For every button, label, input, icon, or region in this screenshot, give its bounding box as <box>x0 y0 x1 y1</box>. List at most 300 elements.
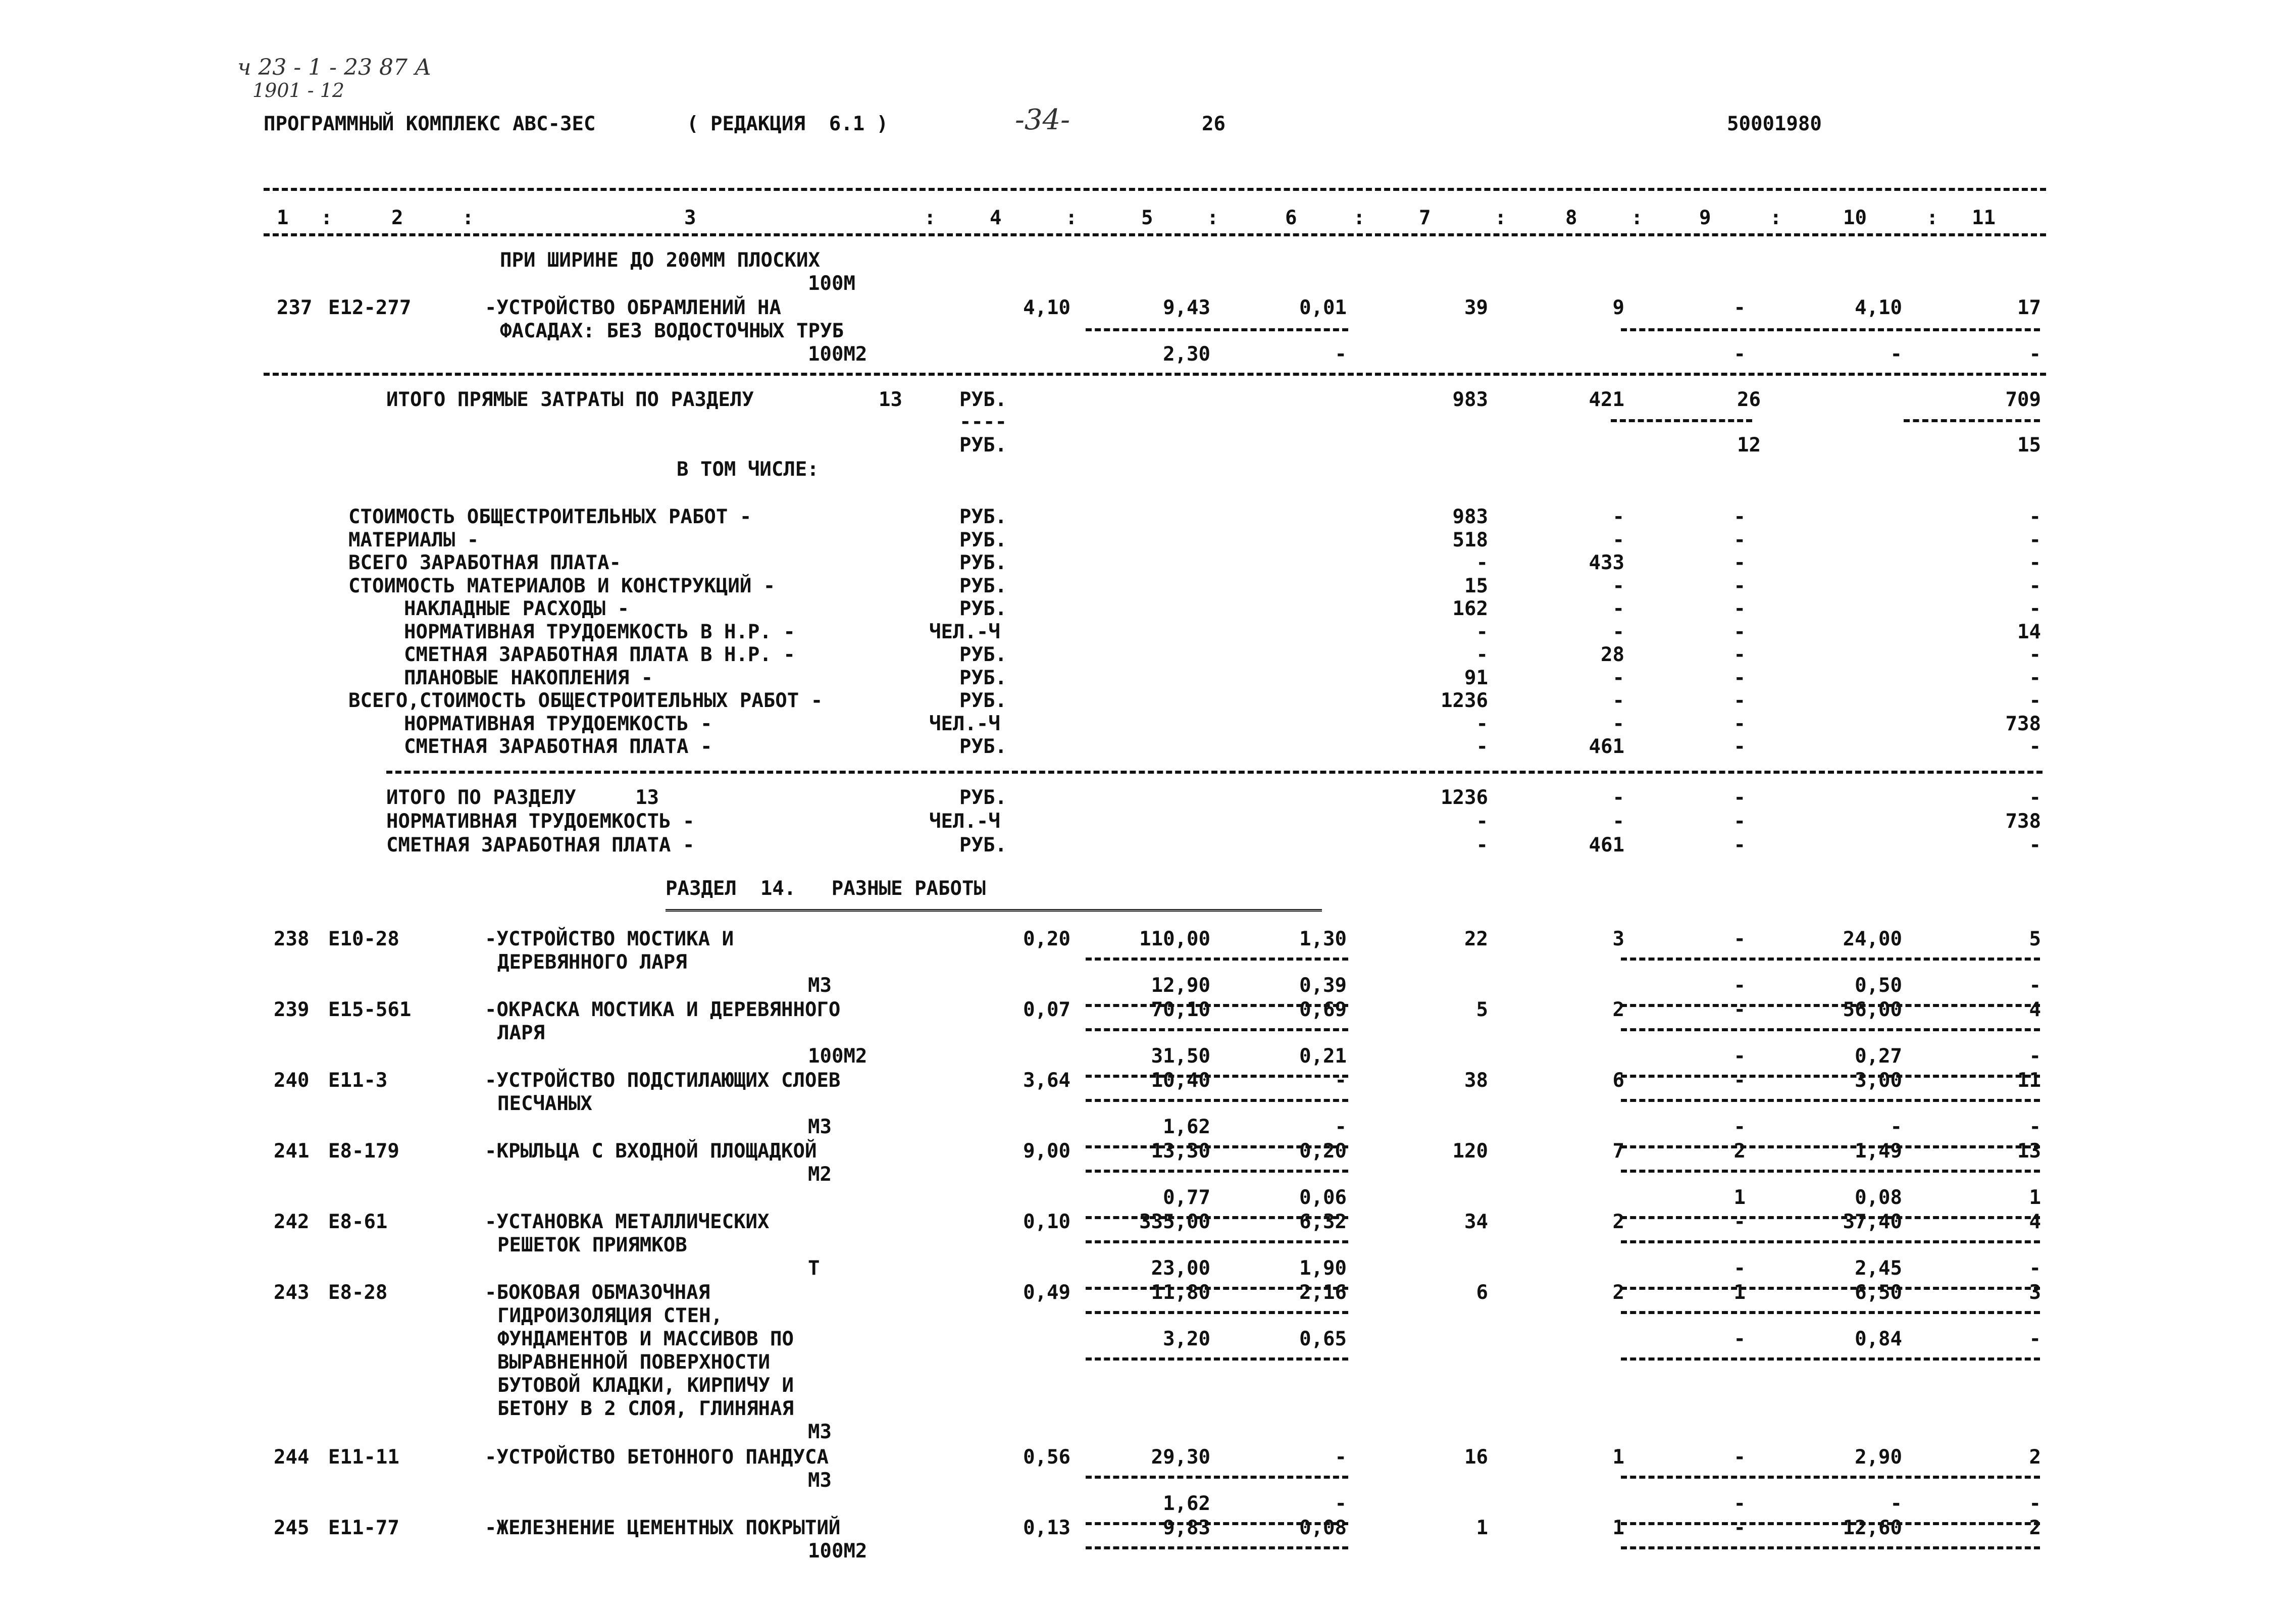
summary-c7-5: - <box>1476 620 1488 643</box>
column-header-1: : <box>321 207 333 229</box>
column-header-12: 7 <box>1419 207 1431 229</box>
section-total-label-1: НОРМАТИВНАЯ ТРУДОЕМКОСТЬ - <box>386 810 695 833</box>
summary-c8-10: 461 <box>1589 735 1624 758</box>
row-242-num: 242 <box>274 1211 310 1233</box>
row-244-c10b: - <box>1890 1492 1902 1515</box>
row-243-c7: 6 <box>1476 1281 1488 1304</box>
summary-c11-9: 738 <box>2005 712 2041 735</box>
row-239-c6: 0,69 <box>1299 998 1347 1021</box>
section-total-c9-1: - <box>1733 810 1746 833</box>
summary-label-8: ВСЕГО,СТОИМОСТЬ ОБЩЕСТРОИТЕЛЬНЫХ РАБОТ - <box>348 689 823 712</box>
row-240-c6b: - <box>1335 1116 1347 1138</box>
row-244-c10: 2,90 <box>1855 1446 1902 1469</box>
summary-label-4: НАКЛАДНЫЕ РАСХОДЫ - <box>404 597 630 620</box>
column-header-14: 8 <box>1565 207 1577 229</box>
total-c9b: 12 <box>1737 434 1761 457</box>
row-242-c10b: 2,45 <box>1855 1257 1902 1280</box>
summary-c11-8: - <box>2029 689 2041 712</box>
row-239-c10: 56,00 <box>1843 998 1902 1021</box>
including-heading: В ТОМ ЧИСЛЕ: <box>677 458 819 481</box>
row-242-unit: Т <box>808 1257 820 1280</box>
total-unit-2: РУБ. <box>959 434 1007 457</box>
column-header-15: : <box>1631 207 1643 229</box>
row-238-num: 238 <box>274 928 310 950</box>
row-242-c8: 2 <box>1612 1211 1624 1233</box>
row-237-c11: 17 <box>2017 296 2041 319</box>
row-237-c11b: - <box>2029 343 2041 366</box>
row-244-c8: 1 <box>1612 1446 1624 1469</box>
row-243-desc: ВЫРАВНЕННОЙ ПОВЕРХНОСТИ <box>497 1351 771 1374</box>
sheet-number: 26 <box>1202 113 1226 135</box>
row-243-desc: БЕТОНУ В 2 СЛОЯ, ГЛИНЯНАЯ <box>497 1397 794 1420</box>
row-238-c10: 24,00 <box>1843 928 1902 950</box>
row-242-c10: 37,40 <box>1843 1211 1902 1233</box>
summary-unit-10: РУБ. <box>959 735 1007 758</box>
summary-c9-9: - <box>1733 712 1746 735</box>
row-241-c4: 9,00 <box>1023 1140 1070 1163</box>
rule <box>1086 1075 1348 1078</box>
row-244-c9: - <box>1733 1446 1746 1469</box>
summary-c7-9: - <box>1476 712 1488 735</box>
row-241-c6b: 0,06 <box>1299 1186 1347 1209</box>
handwritten-note-1: ч 23 - 1 - 23 87 А <box>237 55 432 80</box>
rule <box>1086 1546 1348 1549</box>
row-239-desc: -ОКРАСКА МОСТИКА И ДЕРЕВЯННОГО <box>485 998 841 1021</box>
rule <box>1621 1476 2040 1479</box>
row-237-c5: 9,43 <box>1163 296 1210 319</box>
column-header-8: 5 <box>1141 207 1153 229</box>
summary-c11-6: - <box>2029 643 2041 666</box>
row-241-code: Е8-179 <box>328 1140 399 1163</box>
row-240-c7: 38 <box>1464 1069 1488 1092</box>
row-237-c5b: 2,30 <box>1163 343 1210 366</box>
row-239-c11b: - <box>2029 1045 2041 1068</box>
row-245-c5: 9,83 <box>1163 1517 1210 1539</box>
section-total-unit-0: РУБ. <box>959 786 1007 809</box>
summary-c7-4: 162 <box>1452 597 1488 620</box>
column-header-2: 2 <box>391 207 403 229</box>
summary-c7-10: - <box>1476 735 1488 758</box>
summary-c8-3: - <box>1612 574 1624 597</box>
column-header-16: 9 <box>1699 207 1711 229</box>
edition: ( РЕДАКЦИЯ 6.1 ) <box>687 113 889 135</box>
row-245-c9: - <box>1733 1517 1746 1539</box>
row-238-code: Е10-28 <box>328 928 399 950</box>
summary-label-7: ПЛАНОВЫЕ НАКОПЛЕНИЯ - <box>404 666 653 689</box>
row-238-c9: - <box>1733 928 1746 950</box>
row-244-c6: - <box>1335 1446 1347 1469</box>
row-240-c9: - <box>1733 1069 1746 1092</box>
row-243-desc: БУТОВОЙ КЛАДКИ, КИРПИЧУ И <box>497 1374 794 1397</box>
row-243-c6b: 0,65 <box>1299 1328 1347 1350</box>
row-244-c11b: - <box>2029 1492 2041 1515</box>
row-238-c5: 110,00 <box>1139 928 1210 950</box>
total-unit-rule: ---- <box>959 411 1007 433</box>
row-238-c7: 22 <box>1464 928 1488 950</box>
row-241-num: 241 <box>274 1140 310 1163</box>
rule <box>1621 1240 2040 1243</box>
row-241-c5b: 0,77 <box>1163 1186 1210 1209</box>
rule <box>1621 1028 2040 1031</box>
row-238-c11b: - <box>2029 974 2041 997</box>
summary-label-10: СМЕТНАЯ ЗАРАБОТНАЯ ПЛАТА - <box>404 735 712 758</box>
row-242-desc: -УСТАНОВКА МЕТАЛЛИЧЕСКИХ <box>485 1211 770 1233</box>
row-240-desc: ПЕСЧАНЫХ <box>497 1092 592 1115</box>
row-239-unit: 100М2 <box>808 1045 868 1068</box>
column-header-10: 6 <box>1285 207 1297 229</box>
rule <box>1086 1311 1348 1314</box>
row-244-unit: М3 <box>808 1469 832 1492</box>
summary-c11-2: - <box>2029 551 2041 574</box>
row-241-desc: -КРЫЛЬЦА С ВХОДНОЙ ПЛОЩАДКОЙ <box>485 1140 817 1163</box>
summary-unit-7: РУБ. <box>959 666 1007 689</box>
row-245-c8: 1 <box>1612 1517 1624 1539</box>
row-245-c7: 1 <box>1476 1517 1488 1539</box>
row-237-c6b: - <box>1335 343 1347 366</box>
row-243-c6: 2,16 <box>1299 1281 1347 1304</box>
summary-c11-5: 14 <box>2017 620 2041 643</box>
row-242-c5b: 23,00 <box>1151 1257 1210 1280</box>
prev-item-desc: ПРИ ШИРИНЕ ДО 200ММ ПЛОСКИХ <box>500 249 820 272</box>
summary-unit-2: РУБ. <box>959 551 1007 574</box>
row-239-c4: 0,07 <box>1023 998 1070 1021</box>
total-c7: 983 <box>1452 388 1488 411</box>
row-237-c10: 4,10 <box>1855 296 1902 319</box>
summary-label-9: НОРМАТИВНАЯ ТРУДОЕМКОСТЬ - <box>404 712 712 735</box>
row-244-code: Е11-11 <box>328 1446 399 1469</box>
row-240-c4: 3,64 <box>1023 1069 1070 1092</box>
rule <box>1086 1240 1348 1243</box>
row-237-code: Е12-277 <box>328 296 412 319</box>
row-239-c6b: 0,21 <box>1299 1045 1347 1068</box>
row-243-c5: 11,80 <box>1151 1281 1210 1304</box>
rule <box>1621 1216 2040 1219</box>
row-245-c11: 2 <box>2029 1517 2041 1539</box>
row-237-c6: 0,01 <box>1299 296 1347 319</box>
section-total-c7-1: - <box>1476 810 1488 833</box>
rule <box>1621 1522 2040 1525</box>
section-total-c8-2: 461 <box>1589 834 1624 857</box>
row-244-num: 244 <box>274 1446 310 1469</box>
summary-label-6: СМЕТНАЯ ЗАРАБОТНАЯ ПЛАТА В Н.Р. - <box>404 643 795 666</box>
total-c11: 709 <box>2005 388 2041 411</box>
row-242-c9b: - <box>1733 1257 1746 1280</box>
row-243-c9: 1 <box>1733 1281 1746 1304</box>
row-238-c11: 5 <box>2029 928 2041 950</box>
row-245-c6: 0,08 <box>1299 1517 1347 1539</box>
row-241-c9b: 1 <box>1733 1186 1746 1209</box>
summary-c8-6: 28 <box>1601 643 1624 666</box>
column-header-17: : <box>1770 207 1782 229</box>
rule <box>1086 1476 1348 1479</box>
row-240-code: Е11-3 <box>328 1069 388 1092</box>
section-14-title: РАЗДЕЛ 14. РАЗНЫЕ РАБОТЫ <box>666 877 986 900</box>
row-239-num: 239 <box>274 998 310 1021</box>
row-237-c9b: - <box>1733 343 1746 366</box>
total-c9: 26 <box>1737 388 1761 411</box>
rule <box>264 233 2046 236</box>
summary-c9-7: - <box>1733 666 1746 689</box>
rule <box>386 771 2043 774</box>
row-241-c7: 120 <box>1452 1140 1488 1163</box>
summary-unit-6: РУБ. <box>959 643 1007 666</box>
row-241-c11b: 1 <box>2029 1186 2041 1209</box>
row-238-c10b: 0,50 <box>1855 974 1902 997</box>
summary-c8-4: - <box>1612 597 1624 620</box>
row-238-c4: 0,20 <box>1023 928 1070 950</box>
rule <box>1086 1357 1348 1361</box>
row-242-c11: 4 <box>2029 1211 2041 1233</box>
total-label: ИТОГО ПРЯМЫЕ ЗАТРАТЫ ПО РАЗДЕЛУ <box>386 388 754 411</box>
column-header-20: 11 <box>1972 207 1996 229</box>
row-243-unit: М3 <box>808 1421 832 1443</box>
row-243-c10b: 0,84 <box>1855 1328 1902 1350</box>
row-240-c9b: - <box>1733 1116 1746 1138</box>
summary-c9-0: - <box>1733 506 1746 528</box>
summary-c7-0: 983 <box>1452 506 1488 528</box>
summary-c8-0: - <box>1612 506 1624 528</box>
section-total-c11-2: - <box>2029 834 2041 857</box>
program-title: ПРОГРАММНЫЙ КОМПЛЕКС АВС-3ЕС <box>264 113 596 135</box>
row-244-c6b: - <box>1335 1492 1347 1515</box>
row-239-c7: 5 <box>1476 998 1488 1021</box>
section-underline <box>666 909 1322 912</box>
summary-label-0: СТОИМОСТЬ ОБЩЕСТРОИТЕЛЬНЫХ РАБОТ - <box>348 506 752 528</box>
summary-c9-6: - <box>1733 643 1746 666</box>
summary-label-1: МАТЕРИАЛЫ - <box>348 528 479 551</box>
summary-unit-1: РУБ. <box>959 528 1007 551</box>
summary-c7-3: 15 <box>1464 574 1488 597</box>
row-241-c10b: 0,08 <box>1855 1186 1902 1209</box>
row-242-c11b: - <box>2029 1257 2041 1280</box>
row-244-c5b: 1,62 <box>1163 1492 1210 1515</box>
section-total-c9-0: - <box>1733 786 1746 809</box>
summary-c7-8: 1236 <box>1441 689 1488 712</box>
row-243-c8: 2 <box>1612 1281 1624 1304</box>
rule <box>1086 328 1348 331</box>
row-245-unit: 100М2 <box>808 1540 868 1563</box>
column-header-5: : <box>924 207 936 229</box>
row-238-c5b: 12,90 <box>1151 974 1210 997</box>
rule <box>1621 1546 2040 1549</box>
rule <box>1086 1170 1348 1173</box>
row-237-c4: 4,10 <box>1023 296 1070 319</box>
summary-label-3: СТОИМОСТЬ МАТЕРИАЛОВ И КОНСТРУКЦИЙ - <box>348 574 776 597</box>
row-243-c9b: - <box>1733 1328 1746 1350</box>
section-total-label-2: СМЕТНАЯ ЗАРАБОТНАЯ ПЛАТА - <box>386 834 695 857</box>
row-240-c11b: - <box>2029 1116 2041 1138</box>
row-242-c7: 34 <box>1464 1211 1488 1233</box>
row-242-c9: - <box>1733 1211 1746 1233</box>
row-241-unit: М2 <box>808 1163 832 1186</box>
section-total-c8-1: - <box>1612 810 1624 833</box>
rule <box>1621 1075 2040 1078</box>
summary-c11-4: - <box>2029 597 2041 620</box>
summary-c8-5: - <box>1612 620 1624 643</box>
summary-c11-3: - <box>2029 574 2041 597</box>
row-237-c9: - <box>1733 296 1746 319</box>
row-240-num: 240 <box>274 1069 310 1092</box>
row-237-c7: 39 <box>1464 296 1488 319</box>
section-total-c9-2: - <box>1733 834 1746 857</box>
row-241-c10: 1,49 <box>1855 1140 1902 1163</box>
row-240-c10: 3,00 <box>1855 1069 1902 1092</box>
row-240-c5: 10,40 <box>1151 1069 1210 1092</box>
row-241-c9: 2 <box>1733 1140 1746 1163</box>
rule <box>1621 1357 2040 1361</box>
column-header-7: : <box>1065 207 1078 229</box>
prev-item-unit: 100М <box>808 272 855 295</box>
section-total-unit-1: ЧЕЛ.-Ч <box>929 810 1000 833</box>
row-245-c10: 12,60 <box>1843 1517 1902 1539</box>
summary-c11-1: - <box>2029 528 2041 551</box>
summary-c7-6: - <box>1476 643 1488 666</box>
row-239-c5b: 31,50 <box>1151 1045 1210 1068</box>
summary-c8-2: 433 <box>1589 551 1624 574</box>
rule <box>264 373 2046 376</box>
row-243-desc: -БОКОВАЯ ОБМАЗОЧНАЯ <box>485 1281 710 1304</box>
rule <box>264 188 2046 191</box>
row-237-desc: ФАСАДАХ: БЕЗ ВОДОСТОЧНЫХ ТРУБ <box>500 320 844 342</box>
rule <box>1611 419 1752 422</box>
row-244-c9b: - <box>1733 1492 1746 1515</box>
row-241-c6: 0,20 <box>1299 1140 1347 1163</box>
row-239-c9: - <box>1733 998 1746 1021</box>
row-239-desc: ЛАРЯ <box>497 1022 545 1044</box>
summary-label-5: НОРМАТИВНАЯ ТРУДОЕМКОСТЬ В Н.Р. - <box>404 620 795 643</box>
rule <box>1904 419 2040 422</box>
row-238-unit: М3 <box>808 974 832 997</box>
row-243-desc: ФУНДАМЕНТОВ И МАССИВОВ ПО <box>497 1328 794 1350</box>
column-header-19: : <box>1926 207 1938 229</box>
row-237-num: 237 <box>277 296 313 319</box>
rule <box>1621 1004 2040 1007</box>
rule <box>1621 1099 2040 1102</box>
section-total-c11-0: - <box>2029 786 2041 809</box>
summary-c9-1: - <box>1733 528 1746 551</box>
row-242-code: Е8-61 <box>328 1211 388 1233</box>
summary-unit-9: ЧЕЛ.-Ч <box>929 712 1000 735</box>
summary-label-2: ВСЕГО ЗАРАБОТНАЯ ПЛАТА- <box>348 551 622 574</box>
summary-unit-5: ЧЕЛ.-Ч <box>929 620 1000 643</box>
summary-c9-4: - <box>1733 597 1746 620</box>
total-section: 13 <box>879 388 902 411</box>
summary-c9-5: - <box>1733 620 1746 643</box>
row-243-c11b: - <box>2029 1328 2041 1350</box>
row-239-code: Е15-561 <box>328 998 412 1021</box>
row-244-desc: -УСТРОЙСТВО БЕТОННОГО ПАНДУСА <box>485 1446 829 1469</box>
row-245-num: 245 <box>274 1517 310 1539</box>
row-239-c10b: 0,27 <box>1855 1045 1902 1068</box>
section-total-unit-2: РУБ. <box>959 834 1007 857</box>
section-total-c8-0: - <box>1612 786 1624 809</box>
summary-c8-8: - <box>1612 689 1624 712</box>
row-244-c7: 16 <box>1464 1446 1488 1469</box>
row-237-unit: 100М2 <box>808 343 868 366</box>
rule <box>1621 958 2040 961</box>
rule <box>1621 1170 2040 1173</box>
rule <box>1621 1311 2040 1314</box>
rule <box>1086 1099 1348 1102</box>
row-238-desc: -УСТРОЙСТВО МОСТИКА И <box>485 928 734 950</box>
document-code: 50001980 <box>1727 113 1822 135</box>
rule <box>1086 1028 1348 1031</box>
column-header-3: : <box>462 207 474 229</box>
row-243-c10: 6,50 <box>1855 1281 1902 1304</box>
row-239-c8: 2 <box>1612 998 1624 1021</box>
row-245-code: Е11-77 <box>328 1517 399 1539</box>
row-240-desc: -УСТРОЙСТВО ПОДСТИЛАЮЩИХ СЛОЕВ <box>485 1069 841 1092</box>
summary-c8-9: - <box>1612 712 1624 735</box>
row-241-c8: 7 <box>1612 1140 1624 1163</box>
column-header-13: : <box>1495 207 1507 229</box>
summary-c11-7: - <box>2029 666 2041 689</box>
summary-c11-10: - <box>2029 735 2041 758</box>
row-240-unit: М3 <box>808 1116 832 1138</box>
row-245-c4: 0,13 <box>1023 1517 1070 1539</box>
row-237-desc: -УСТРОЙСТВО ОБРАМЛЕНИЙ НА <box>485 296 781 319</box>
row-240-c10b: - <box>1890 1116 1902 1138</box>
row-242-c6b: 1,90 <box>1299 1257 1347 1280</box>
row-244-c11: 2 <box>2029 1446 2041 1469</box>
section-total-c7-2: - <box>1476 834 1488 857</box>
row-242-c4: 0,10 <box>1023 1211 1070 1233</box>
row-241-c5: 13,30 <box>1151 1140 1210 1163</box>
rule <box>1621 328 2040 331</box>
row-243-num: 243 <box>274 1281 310 1304</box>
rule <box>1086 958 1348 961</box>
row-242-c6: 6,32 <box>1299 1211 1347 1233</box>
summary-c7-1: 518 <box>1452 528 1488 551</box>
row-242-desc: РЕШЕТОК ПРИЯМКОВ <box>497 1234 687 1256</box>
row-239-c11: 4 <box>2029 998 2041 1021</box>
column-header-6: 4 <box>990 207 1002 229</box>
rule <box>1621 1145 2040 1148</box>
row-241-c11: 13 <box>2017 1140 2041 1163</box>
summary-c8-1: - <box>1612 528 1624 551</box>
column-header-9: : <box>1207 207 1219 229</box>
row-243-c11: 3 <box>2029 1281 2041 1304</box>
summary-unit-0: РУБ. <box>959 506 1007 528</box>
row-238-c6: 1,30 <box>1299 928 1347 950</box>
row-239-c5: 70,10 <box>1151 998 1210 1021</box>
total-unit: РУБ. <box>959 388 1007 411</box>
summary-c9-8: - <box>1733 689 1746 712</box>
row-240-c6: - <box>1335 1069 1347 1092</box>
rule <box>1621 1287 2040 1290</box>
row-240-c11: 11 <box>2017 1069 2041 1092</box>
column-header-11: : <box>1353 207 1365 229</box>
summary-c7-7: 91 <box>1464 666 1488 689</box>
row-240-c5b: 1,62 <box>1163 1116 1210 1138</box>
row-238-desc: ДЕРЕВЯННОГО ЛАРЯ <box>497 951 687 974</box>
summary-c9-3: - <box>1733 574 1746 597</box>
summary-c9-10: - <box>1733 735 1746 758</box>
row-240-c8: 6 <box>1612 1069 1624 1092</box>
column-header-18: 10 <box>1843 207 1867 229</box>
row-244-c4: 0,56 <box>1023 1446 1070 1469</box>
summary-c9-2: - <box>1733 551 1746 574</box>
row-237-c10b: - <box>1890 343 1902 366</box>
section-total-label-0: ИТОГО ПО РАЗДЕЛУ 13 <box>386 786 659 809</box>
page-number: -34- <box>1015 104 1070 136</box>
row-239-c9b: - <box>1733 1045 1746 1068</box>
column-header-4: 3 <box>684 207 696 229</box>
handwritten-note-2: 1901 - 12 <box>252 79 345 102</box>
summary-unit-8: РУБ. <box>959 689 1007 712</box>
row-243-code: Е8-28 <box>328 1281 388 1304</box>
row-238-c8: 3 <box>1612 928 1624 950</box>
